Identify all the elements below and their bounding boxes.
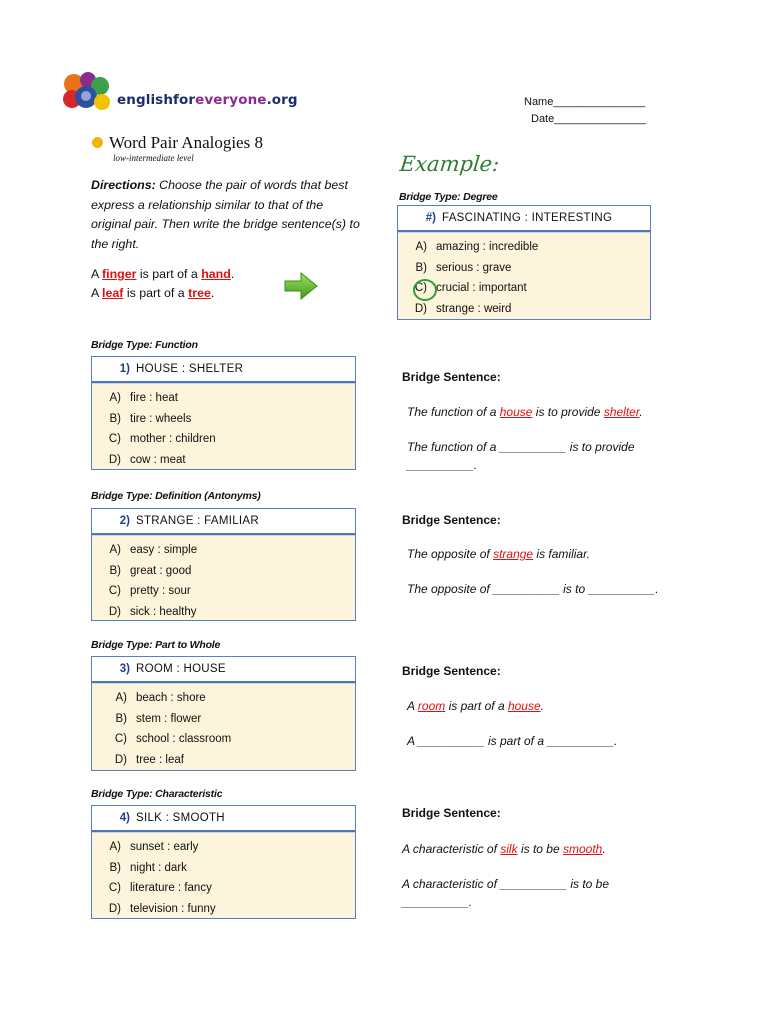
question-box-1 <box>91 356 356 470</box>
question-header <box>92 806 355 832</box>
option-b[interactable]: B) night : dark <box>109 861 187 874</box>
question-prompt: FASCINATING : INTERESTING <box>442 212 613 224</box>
logo-text: englishforeveryone.org <box>117 92 298 108</box>
question-prompt: HOUSE : SHELTER <box>136 363 244 375</box>
question-number: 2) <box>119 515 130 527</box>
example-options <box>398 232 650 319</box>
logo-icon <box>62 72 114 112</box>
option-b[interactable]: B) great : good <box>109 564 192 577</box>
question-box-2 <box>91 508 356 621</box>
bridge-type-label: Bridge Type: Definition (Antonyms) <box>91 490 261 502</box>
question-box-3 <box>91 656 356 771</box>
intro-example-2: A leaf is part of a tree. <box>91 286 215 300</box>
option-c[interactable]: C) school : classroom <box>114 733 232 746</box>
question-number: 1) <box>119 363 130 375</box>
question-prompt: ROOM : HOUSE <box>136 663 226 675</box>
example-question-header <box>398 206 650 232</box>
option-b[interactable]: B) stem : flower <box>115 712 202 725</box>
example-question-box <box>397 205 651 320</box>
question-prompt: SILK : SMOOTH <box>136 812 225 824</box>
option-c[interactable]: C) mother : children <box>108 433 216 446</box>
option-d[interactable]: D) cow : meat <box>108 453 186 466</box>
option-d[interactable]: D) sick : healthy <box>108 605 197 618</box>
bridge-blank-3[interactable]: A __________ is part of a __________. <box>407 734 618 748</box>
name-field-label: Name_______________ <box>524 96 646 108</box>
question-prompt: STRANGE : FAMILIAR <box>136 515 259 527</box>
bridge-sentence-2: The opposite of strange is familiar. <box>407 547 590 561</box>
arrow-right-icon <box>283 270 319 302</box>
option-a[interactable]: A) fire : heat <box>109 392 178 405</box>
question-number: 3) <box>119 663 130 675</box>
question-options <box>92 832 355 918</box>
question-header <box>92 657 355 683</box>
bridge-sentence-3: A room is part of a house. <box>407 699 544 713</box>
option-row: A) amazing : incredible <box>415 241 539 254</box>
option-a[interactable]: A) beach : shore <box>115 692 206 705</box>
bridge-type-label: Bridge Type: Function <box>91 339 198 351</box>
bullet-icon <box>92 137 103 148</box>
bridge-sentence-label: Bridge Sentence: <box>402 370 501 384</box>
bridge-blank-1[interactable]: The function of a __________ is to provide __________. <box>407 440 635 472</box>
bridge-type-label: Bridge Type: Part to Whole <box>91 639 221 651</box>
option-a[interactable]: A) sunset : early <box>109 841 199 854</box>
bridge-blank-4[interactable]: A characteristic of __________ is to be __________. <box>402 877 610 909</box>
example-bridge-type: Bridge Type: Degree <box>399 191 498 203</box>
bridge-sentence-1: The function of a house is to provide shelter. <box>407 405 643 419</box>
option-c[interactable]: C) literature : fancy <box>108 882 212 895</box>
bridge-type-label: Bridge Type: Characteristic <box>91 788 223 800</box>
question-number: 4) <box>119 812 130 824</box>
option-row: C) crucial : important <box>398 278 650 299</box>
directions-text: Directions: Choose the pair of words that best express a relationship similar to that of the original pair. Then write the bridge sentence(s) to the right. <box>91 178 360 251</box>
option-a[interactable]: A) easy : simple <box>109 544 198 557</box>
option-d[interactable]: D) television : funny <box>108 902 216 915</box>
question-header <box>92 357 355 383</box>
question-options <box>92 683 355 770</box>
level-subtitle: low-intermediate level <box>113 153 194 163</box>
example-heading: Example: <box>398 152 501 176</box>
bridge-sentence-label: Bridge Sentence: <box>402 664 501 678</box>
bridge-sentence-label: Bridge Sentence: <box>402 806 501 820</box>
intro-example-1: A finger is part of a hand. <box>91 267 235 281</box>
bridge-sentence-4: A characteristic of silk is to be smooth. <box>402 842 606 856</box>
option-row: D) strange : weird <box>414 302 512 315</box>
option-d[interactable]: D) tree : leaf <box>114 753 184 766</box>
bridge-sentence-label: Bridge Sentence: <box>402 513 501 527</box>
question-header <box>92 509 355 535</box>
option-row: B) serious : grave <box>415 261 512 274</box>
question-box-4 <box>91 805 356 919</box>
question-options <box>92 535 355 620</box>
worksheet-title: Word Pair Analogies 8 <box>109 133 263 152</box>
question-options <box>92 383 355 469</box>
bridge-blank-2[interactable]: The opposite of __________ is to __________. <box>407 582 659 596</box>
option-c[interactable]: C) pretty : sour <box>108 585 191 598</box>
question-number: #) <box>425 212 436 224</box>
option-b[interactable]: B) tire : wheels <box>109 412 192 425</box>
date-field-label: Date_______________ <box>531 113 647 125</box>
